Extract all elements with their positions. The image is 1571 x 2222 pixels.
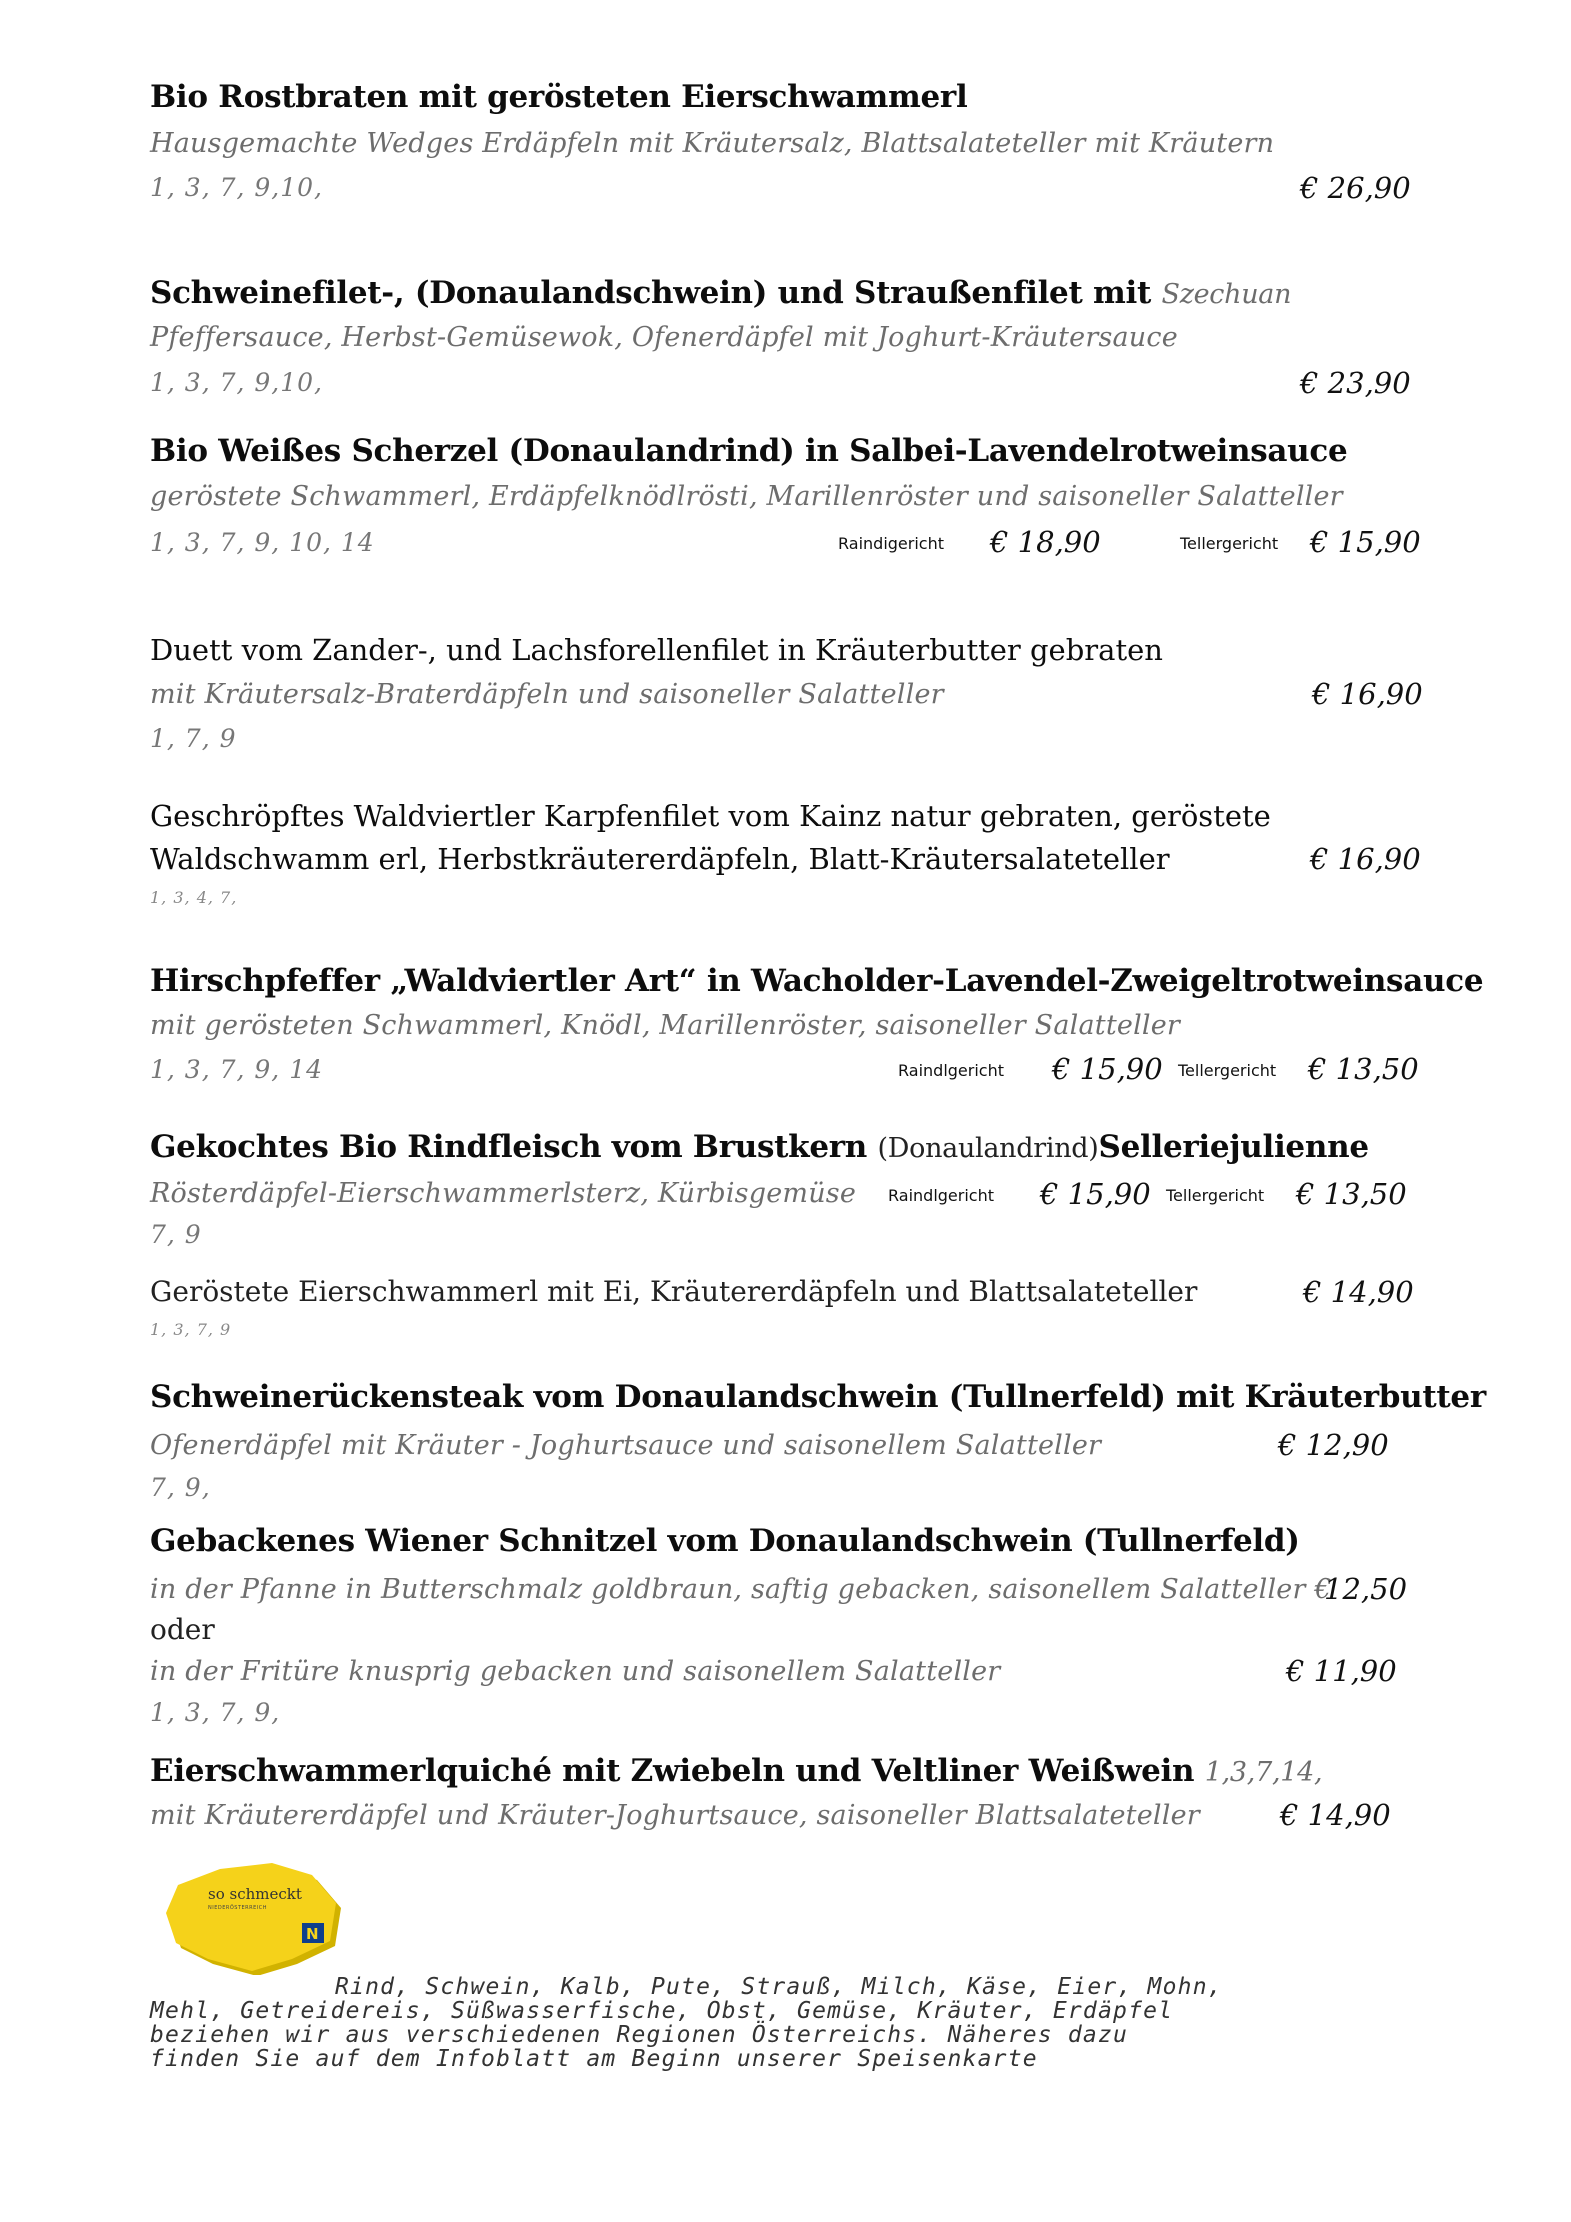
dish-price: € 14,90 bbox=[1280, 1798, 1391, 1832]
dish-price-raindl: € 15,90 bbox=[1052, 1052, 1163, 1086]
price-label-teller: Tellergericht bbox=[1180, 534, 1279, 553]
logo-subtext: NIEDERÖSTERREICH bbox=[208, 1905, 268, 1911]
dish-price: € 12,90 bbox=[1278, 1428, 1389, 1462]
dish-title-line2: Waldschwamm erl, Herbstkräutererdäpfeln, Blatt-Kräutersalateteller bbox=[150, 842, 1170, 876]
dish-allergens: 1, 3, 7, 9,10, bbox=[150, 368, 324, 397]
dish-allergens: 1, 7, 9 bbox=[150, 724, 237, 753]
dish-description: mit Kräutersalz-Braterdäpfeln und saisoneller Salatteller bbox=[150, 679, 944, 710]
price-label-teller: Tellergericht bbox=[1166, 1186, 1265, 1205]
price-label-teller: Tellergericht bbox=[1178, 1061, 1277, 1080]
dish-description: Rösterdäpfel-Eierschwammerlsterz, Kürbisgemüse bbox=[150, 1178, 857, 1209]
dish-allergens: 1, 3, 7, 9,10, bbox=[150, 173, 324, 202]
origin-note-line: beziehen wir aus verschiedenen Regionen Österreichs. Näheres dazu bbox=[150, 2022, 1129, 2048]
dish-title-end: Selleriejulienne bbox=[1098, 1129, 1369, 1165]
dish-price: € 16,90 bbox=[1312, 677, 1423, 711]
dish-title-text: Eierschwammerlquiché mit Zwiebeln und Veltliner Weißwein bbox=[150, 1753, 1195, 1789]
dish-price-alt: € 11,90 bbox=[1286, 1654, 1397, 1688]
dish-price: € 26,90 bbox=[1300, 171, 1411, 205]
dish-title: Geschröpftes Waldviertler Karpfenfilet vom Kainz natur gebraten, geröstete bbox=[150, 799, 1271, 833]
dish-price: € 14,90 bbox=[1303, 1275, 1414, 1309]
dish-price: € 23,90 bbox=[1300, 366, 1411, 400]
origin-note bbox=[150, 1975, 1440, 2071]
dish-allergens: 1, 3, 7, 9 bbox=[150, 1320, 232, 1339]
logo-badge-letter: N bbox=[306, 1925, 319, 1943]
dish-price-raindl: € 18,90 bbox=[990, 525, 1101, 559]
dish-allergens: 1,3,7,14, bbox=[1204, 1757, 1323, 1788]
dish-allergens: 1, 3, 4, 7, bbox=[150, 888, 238, 907]
dish-title: Duett vom Zander-, und Lachsforellenfilet in Kräuterbutter gebraten bbox=[150, 633, 1163, 667]
dish-title: Schweinerückensteak vom Donaulandschwein (Tullnerfeld) mit Kräuterbutter bbox=[150, 1379, 1486, 1415]
dish-title-mid: (Donaulandrind) bbox=[877, 1133, 1099, 1164]
dish-description: Pfeffersauce, Herbst-Gemüsewok, Ofenerdäpfel mit Joghurt-Kräutersauce bbox=[150, 322, 1178, 353]
dish-allergens: 7, 9 bbox=[150, 1220, 202, 1249]
dish-price-raindl: € 15,90 bbox=[1040, 1177, 1151, 1211]
dish-allergens: 1, 3, 7, 9, 14 bbox=[150, 1055, 324, 1084]
logo-text: so schmeckt bbox=[208, 1885, 302, 1903]
dish-title: Geröstete Eierschwammerl mit Ei, Kräutererdäpfeln und Blattsalateteller bbox=[150, 1275, 1198, 1308]
dish-description-alt: in der Fritüre knusprig gebacken und saisonellem Salatteller bbox=[150, 1656, 1001, 1687]
dish-price-teller: € 13,50 bbox=[1296, 1177, 1407, 1211]
dish-description: Hausgemachte Wedges Erdäpfeln mit Kräutersalz, Blattsalateteller mit Kräutern bbox=[150, 128, 1275, 159]
so-schmeckt-logo bbox=[160, 1855, 350, 1975]
origin-note-line: Mehl, Getreidereis, Süßwasserfische, Obst, Gemüse, Kräuter, Erdäpfel bbox=[150, 1998, 1174, 2024]
dish-description: Ofenerdäpfel mit Kräuter - Joghurtsauce und saisonellem Salatteller bbox=[150, 1430, 1102, 1461]
dish-title: Hirschpfeffer „Waldviertler Art“ in Wacholder-Lavendel-Zweigeltrotweinsauce bbox=[150, 963, 1484, 999]
dish-description: geröstete Schwammerl, Erdäpfelknödlrösti, Marillenröster und saisoneller Salatteller bbox=[150, 481, 1343, 512]
dish-title: Bio Weißes Scherzel (Donaulandrind) in Salbei-Lavendelrotweinsauce bbox=[150, 433, 1348, 469]
origin-note-line: finden Sie auf dem Infoblatt am Beginn unserer Speisenkarte bbox=[150, 2046, 1038, 2072]
origin-note-line: Rind, Schwein, Kalb, Pute, Strauß, Milch, Käse, Eier, Mohn, bbox=[335, 1974, 1223, 2000]
dish-price-teller: € 15,90 bbox=[1310, 525, 1421, 559]
dish-allergens: 1, 3, 7, 9, 10, 14 bbox=[150, 528, 375, 557]
dish-title-text: Gekochtes Bio Rindfleisch vom Brustkern bbox=[150, 1129, 868, 1165]
dish-title: Gebackenes Wiener Schnitzel vom Donaulandschwein (Tullnerfeld) bbox=[150, 1523, 1300, 1559]
dish-title: Bio Rostbraten mit gerösteten Eierschwammerl bbox=[150, 79, 968, 115]
dish-price-teller: € 13,50 bbox=[1308, 1052, 1419, 1086]
dish-title-suffix: Szechuan bbox=[1161, 279, 1292, 310]
dish-title-text: Schweinefilet-, (Donaulandschwein) und Straußenfilet mit bbox=[150, 275, 1151, 311]
dish-price: € 16,90 bbox=[1310, 842, 1421, 876]
dish-title bbox=[150, 1129, 1369, 1165]
price-label-raindl: Raindlgericht bbox=[888, 1186, 994, 1205]
dish-title bbox=[150, 275, 1292, 311]
dish-or: oder bbox=[150, 1613, 215, 1646]
price-label-raindl: Raindlgericht bbox=[898, 1061, 1004, 1080]
dish-allergens: 1, 3, 7, 9, bbox=[150, 1698, 281, 1727]
dish-description: mit Kräutererdäpfel und Kräuter-Joghurtsauce, saisoneller Blattsalateteller bbox=[150, 1800, 1200, 1831]
dish-description: in der Pfanne in Butterschmalz goldbraun, saftig gebacken, saisonellem Salatteller € bbox=[150, 1574, 1332, 1605]
dish-description: mit gerösteten Schwammerl, Knödl, Marillenröster, saisoneller Salatteller bbox=[150, 1010, 1181, 1041]
dish-price: 12,50 bbox=[1324, 1572, 1408, 1606]
dish-allergens: 7, 9, bbox=[150, 1473, 211, 1502]
dish-title bbox=[150, 1753, 1323, 1789]
price-label-raindl: Raindigericht bbox=[838, 534, 944, 553]
